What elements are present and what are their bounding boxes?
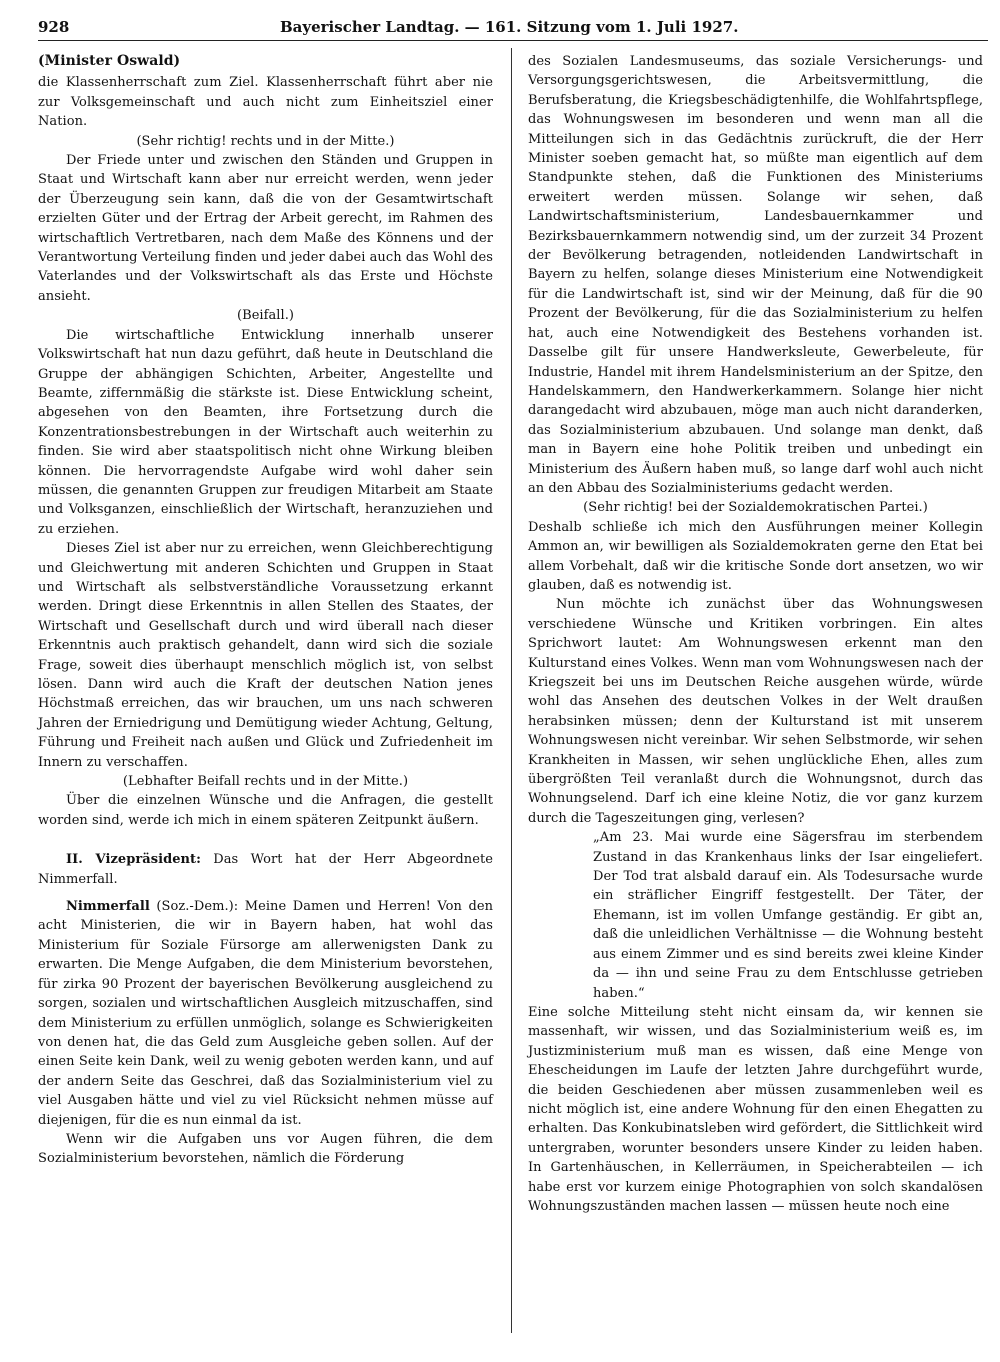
- paragraph: die Klassenherrschaft zum Ziel. Klassenherrschaft führt aber nie zur Volksgemeinschaft und auch nicht zum Einheitsziel einer Nation.: [38, 75, 493, 130]
- speaker-party: (Soz.-Dem.):: [149, 899, 245, 915]
- speech-opening: [38, 897, 493, 1130]
- reaction: (Beifall.): [236, 308, 295, 324]
- speaker-name: Nimmerfall: [66, 899, 150, 915]
- left-column: [38, 52, 493, 1169]
- paragraph: Dieses Ziel ist aber nur zu erreichen, wenn Gleichberechtigung und Gleichwertung mit anderen Schichten und Gruppen in Staat und Wirtschaft als selbstverständliche Voraussetzung erkannt werden. Dringt diese Erkenntnis in allen Stellen des Staates, der Wirtschaft und Gesellschaft durch und wird überall nach dieser Erkenntnis auch praktisch gehandelt, dann wird sich die soziale Frage, soweit dies überhaupt menschlich möglich ist, von selbst lösen. Dann wird auch die Kraft der deutschen Nation jenes Höchstmaß erreichen, das wir brauchen, um uns nach schweren Jahren der Erniedrigung und Demütigung wieder Achtung, Geltung, Führung und Freiheit nach außen und Glück und Zufriedenheit im Innern zu verschaffen.: [38, 541, 493, 770]
- right-column: [528, 52, 983, 1216]
- paragraph: Nun möchte ich zunächst über das Wohnungswesen verschiedene Wünsche und Kritiken vorbringen. Ein altes Sprichwort lautet: Am Wohnungswesen erkennt man den Kulturstand eines Volkes. Wenn man vom Wohnungswesen nach der Kriegszeit bei uns im Deutschen Reiche ausgehen würde, würde wohl das Ansehen des deutschen Volkes in der Welt draußen herabsinken müssen; denn der Kulturstand ist mit unserem Wohnungswesen nicht vereinbar. Wir sehen Selbstmorde, wir sehen Krankheiten in Massen, wir sehen unglückliche Ehen, alles zum übergrößten Teil veranlaßt durch die Wohnungsnot, durch das Wohnungselend. Darf ich eine kleine Notiz, die vor ganz kurzem durch die Tageszeitungen ging, verlesen?: [528, 597, 983, 826]
- reaction: (Sehr richtig! rechts und in der Mitte.): [136, 133, 395, 149]
- column-divider: [511, 48, 512, 1333]
- spacer: [38, 889, 493, 897]
- header-rule: [38, 40, 988, 41]
- running-head: Bayerischer Landtag. — 161. Sitzung vom 1. Juli 1927.: [280, 18, 739, 36]
- vice-president-label: II. Vizepräsident:: [66, 852, 201, 868]
- paragraph: Deshalb schließe ich mich den Ausführungen meiner Kollegin Ammon an, wir bewilligen als Sozialdemokraten gerne den Etat bei allem Vorbehalt, daß wir die kritische Sonde dort ansetzen, wo wir glauben, daß es notwendig ist.: [528, 519, 983, 593]
- paragraph: des Sozialen Landesmuseums, das soziale Versicherungs- und Versorgungsgerichtswesen, die Arbeitsvermittlung, die Berufsberatung, die Kriegsbeschädigtenhilfe, die Wohlfahrtspflege, das Wohnungswesen im besonderen und wenn man all die Mitteilungen sich in das Gedächtnis zurückruft, die der Herr Minister soeben gemacht hat, so müßte man eigentlich auf dem Standpunkte stehen, daß die Funktionen des Ministeriums erweitert werden müssen. Solange wir sehen, daß Landwirtschaftsministerium, Landesbauernkammer und Bezirksbauernkammern notwendig sind, um der zurzeit 34 Prozent der Bevölkerung betragenden, notleidenden Landwirtschaft in Bayern zu helfen, solange dieses Ministerium eine Notwendigkeit für die Landwirtschaft ist, sind wir der Meinung, daß für die 90 Prozent der Bevölkerung, für die das Sozialministerium zu helfen hat, auch eine Notwendigkeit des Bestehens vorhanden ist. Dasselbe gilt für unsere Handwerksleute, Gewerbeleute, für Industrie, Handel mit ihrem Handelsministerium an der Spitze, den Handelskammern, den Handwerkerkammern. Solange hier nicht darangedacht wird abzubauen, möge man auch nicht daranderken, das Sozialministerium abzubauen. Und solange man denkt, daß man in Bayern eine hohe Politik treiben und unbedingt ein Ministerium des Äußern haben muß, so lange darf wohl auch nicht an den Abbau des Sozialministeriums gedacht werden.: [528, 54, 983, 496]
- paragraph: Der Friede unter und zwischen den Ständen und Gruppen in Staat und Wirtschaft kann aber nur erreicht werden, wenn jeder der Überzeugung sein kann, daß die von der Gesamtwirtschaft erzielten Güter und der Ertrag der Arbeit gerecht, im Rahmen des wirtschaftlich Vertretbaren, nach dem Maße des Könnens und der Verantwortung Verteilung finden und jeder dabei auch das Wohl des Vaterlandes und der Volkswirtschaft als das Erste und Höchste ansieht.: [38, 153, 493, 304]
- reaction: (Lebhafter Beifall rechts und in der Mitte.): [122, 774, 409, 790]
- paragraph: Die wirtschaftliche Entwicklung innerhalb unserer Volkswirtschaft hat nun dazu geführt, daß heute in Deutschland die Gruppe der abhängigen Schichten, Arbeiter, Angestellte und Beamte, ziffernmäßig die stärkste ist. Diese Entwicklung scheint, abgesehen von den Beamten, ihre Fortsetzung durch die Konzentrationsbestrebungen in der Wirtschaft auch weiterhin zu finden. Sie wird aber staatspolitisch nicht ohne Wirkung bleiben können. Die hervorragendste Aufgabe wird wohl daher sein müssen, die genannten Gruppen zur freudigen Mitarbeit am Staate und Volksganzen, einschließlich der Wirtschaft, heranzuziehen und zu erziehen.: [38, 327, 493, 537]
- speech-text: Meine Damen und Herren! Von den acht Ministerien, die wir in Bayern haben, hat wohl das Ministerium für Soziale Fürsorge am allerwenigsten Dank zu erwarten. Die Menge Aufgaben, die dem Ministerium bevorstehen, für zirka 90 Prozent der bayerischen Bevölkerung ausgleichend zu sorgen, sozialen und wirtschaftlichen Ausgleich mitzuschaffen, sind dem Ministerium zu erfüllen unmöglich, solange es Schwierigkeiten von denen hat, die das Geld zum Ausgleiche geben sollen. Auf der einen Seite kein Dank, weil zu wenig geboten werden kann, und auf der andern Seite das Geschrei, daß das Sozialministerium viel zu viel Ausgaben hätte und viel zu viel Rücksicht nehmen müsse auf diejenigen, für die es nun einmal da ist.: [38, 899, 494, 1128]
- speaker-tag: (Minister Oswald): [38, 53, 181, 69]
- reaction: (Sehr richtig! bei der Sozialdemokratischen Partei.): [583, 500, 928, 516]
- paragraph: Über die einzelnen Wünsche und die Anfragen, die gestellt worden sind, werde ich mich in einem späteren Zeitpunkt äußern.: [38, 793, 493, 828]
- vice-president-text: Das Wort hat der Herr Abgeordnete Nimmerfall.: [38, 852, 493, 887]
- spacer: [38, 830, 493, 850]
- quotation: „Am 23. Mai wurde eine Sägersfrau im sterbendem Zustand in das Krankenhaus links der Isar eingeliefert. Der Tod trat alsbald darauf ein. Als Todesursache wurde ein sträflicher Eingriff festgestellt. Der Täter, der Ehemann, ist im vollen Umfange geständig. Er gibt an, daß die unleidlichen Verhältnisse — die Wohnung besteht aus einem Zimmer und es sind bereits zwei kleine Kinder da — ihn und seine Frau zu dem Entschlusse getrieben haben.“: [593, 830, 983, 1001]
- vice-president-remark: [38, 850, 493, 889]
- paragraph: Wenn wir die Aufgaben uns vor Augen führen, die dem Sozialministerium bevorstehen, nämlich die Förderung: [38, 1131, 493, 1167]
- paragraph: Eine solche Mitteilung steht nicht einsam da, wir kennen sie massenhaft, wir wissen, und das Sozialministerium weiß es, im Justizministerium muß man es wissen, daß eine Menge von Ehescheidungen im Laufe der letzten Jahre durchgeführt wurde, die beiden Geschiedenen aber müssen zusammenleben weil es nicht möglich ist, eine andere Wohnung für den einen Ehegatten zu erhalten. Das Konkubinatsleben wird gefördert, die Sittlichkeit wird untergraben, worunter besonders unsere Kinder zu leiden haben. In Gartenhäuschen, in Kellerräumen, in Speicherabteilen — ich habe erst vor kurzem einige Photographien von solch skandalösen Wohnungszuständen machen lassen — müssen heute noch eine: [528, 1004, 983, 1214]
- page-number: 928: [38, 18, 70, 36]
